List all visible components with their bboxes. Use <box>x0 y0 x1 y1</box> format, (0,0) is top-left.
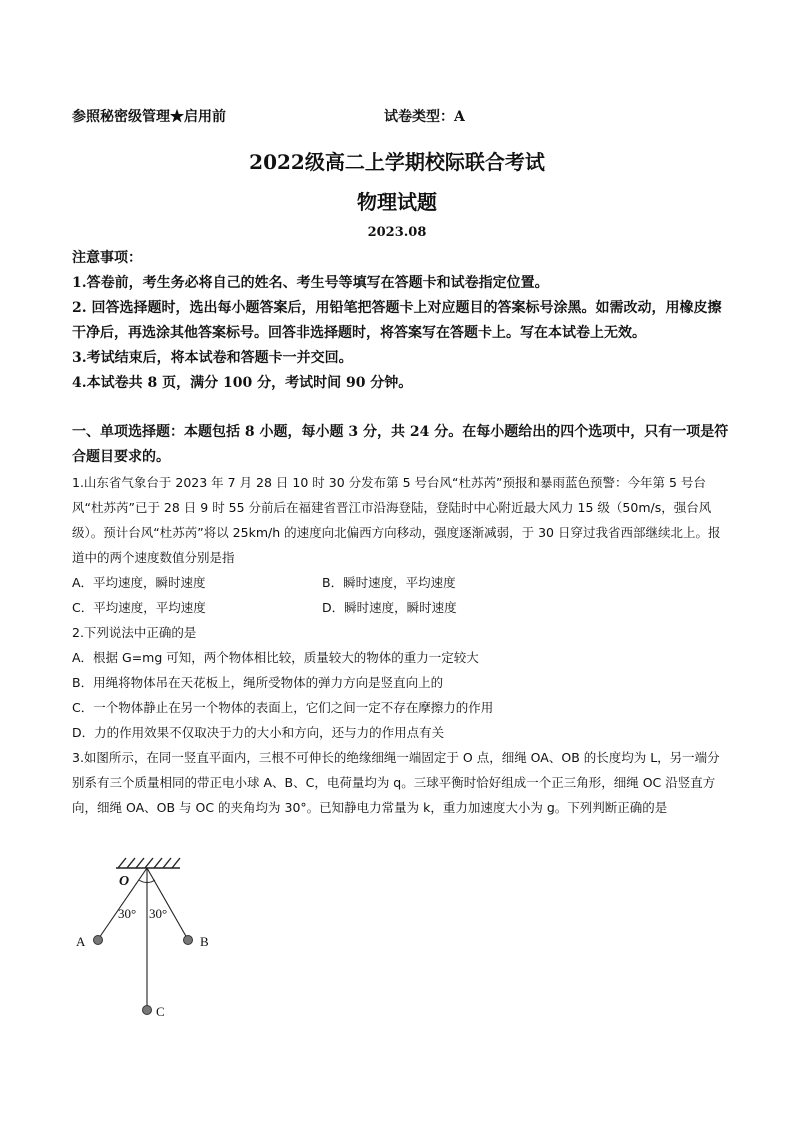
question-2-option-c: C．一个物体静止在另一个物体的表面上，它们之间一定不存在摩擦力的作用 <box>72 700 494 715</box>
exam-date: 2023.08 <box>367 225 427 240</box>
instructions <box>72 246 732 396</box>
subject-title: 物理试题 <box>357 190 437 214</box>
instruction-item: 1.答卷前，考生务必将自己的姓名、考生号等填写在答题卡和试卷指定位置。 <box>72 275 549 291</box>
question-3-stem: 3.如图所示，在同一竖直平面内，三根不可伸长的绝缘细绳一端固定于 O 点，细绳 OA、OB 的长度均为 L，另一端分别系有三个质量相同的带正电小球 A、B、C，电荷量均为 q。三球平衡时恰好组成一个正三角形，细绳 OC 沿竖直方向，细绳 OA、OB 与 OC 的夹角均为 30°。已知静电力常量为 k，重力加速度大小为 g。下列判断正确的是 <box>72 750 720 815</box>
question-1-stem: 1.山东省气象台于 2023 年 7 月 28 日 10 时 30 分发布第 5 号台风“杜苏芮”预报和暴雨蓝色预警：今年第 5 号台风“杜苏芮”已于 28 日 9 时 55 分前后在福建省晋江市沿海登陆，登陆时中心附近最大风力 15 级（50m/s，强台风级）。预计台风“杜苏芮”将以 25km/h 的速度向北偏西方向移动，强度逐渐减弱，于 30 日穿过我省西部继续北上。报道中的两个速度数值分别是指 <box>72 475 721 565</box>
ball-c <box>143 1006 152 1015</box>
instruction-item: 4.本试卷共 8 页，满分 100 分，考试时间 90 分钟。 <box>72 375 413 391</box>
question-1-option-a: A．平均速度，瞬时速度 <box>72 575 206 590</box>
questions <box>72 470 732 820</box>
label-o: O <box>119 874 130 889</box>
label-b: B <box>200 934 209 949</box>
label-angle-right: 30° <box>149 906 168 921</box>
section-heading: 一、单项选择题：本题包括 8 小题，每小题 3 分，共 24 分。在每小题给出的四个选项中，只有一项是符合题目要求的。 <box>72 424 729 465</box>
question-1-option-c: C．平均速度，平均速度 <box>72 600 206 615</box>
string-ob <box>147 868 187 938</box>
question-2-stem: 2.下列说法中正确的是 <box>72 625 197 640</box>
ball-a <box>94 936 103 945</box>
instruction-item: 2. 回答选择题时，选出每小题答案后，用铅笔把答题卡上对应题目的答案标号涂黑。如需改动，用橡皮擦干净后，再选涂其他答案标号。回答非选择题时，将答案写在答题卡上。写在本试卷上无效。 <box>72 300 722 341</box>
question-1-options-row-2 <box>72 595 732 620</box>
ceiling-hatch <box>116 858 180 868</box>
label-angle-left: 30° <box>118 906 137 921</box>
question-1-options-row-1 <box>72 570 732 595</box>
question-2-option-b: B．用绳将物体吊在天花板上，绳所受物体的弹力方向是竖直向上的 <box>72 675 444 690</box>
question-1-option-b: B．瞬时速度，平均速度 <box>322 575 456 590</box>
instructions-heading: 注意事项： <box>72 250 142 266</box>
ball-b <box>184 936 193 945</box>
exam-title: 2022级高二上学期校际联合考试 <box>249 150 545 174</box>
question-2-option-d: D．力的作用效果不仅取决于力的大小和方向，还与力的作用点有关 <box>72 725 445 740</box>
question-1-option-d: D．瞬时速度，瞬时速度 <box>322 600 457 615</box>
question-2-option-a: A．根据 G=mg 可知，两个物体相比较，质量较大的物体的重力一定较大 <box>72 650 479 665</box>
label-a: A <box>76 934 86 949</box>
pendulum-figure <box>72 838 232 1028</box>
paper-type-label: 试卷类型：A <box>384 109 465 125</box>
instruction-item: 3.考试结束后，将本试卷和答题卡一并交回。 <box>72 350 353 366</box>
confidentiality-label: 参照秘密级管理★启用前 <box>72 109 226 125</box>
label-c: C <box>156 1004 165 1019</box>
